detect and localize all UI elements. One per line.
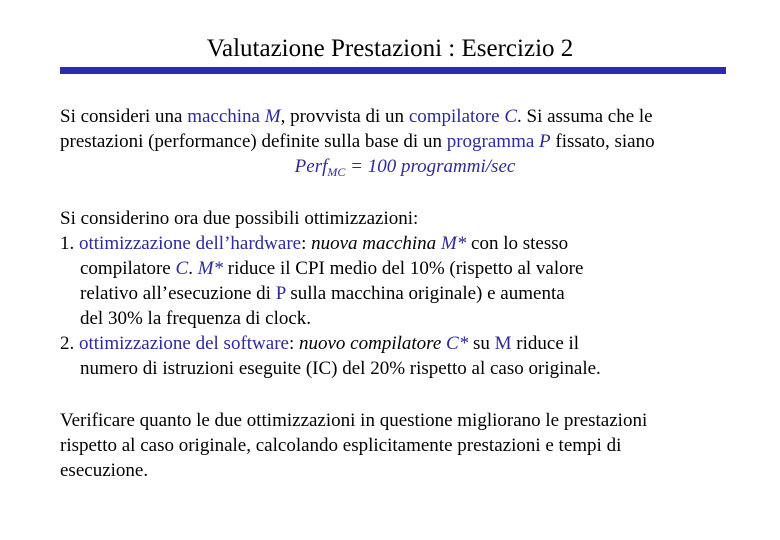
conclusion-line-3: esecuzione.: [60, 460, 149, 481]
perf-label: Perf: [294, 156, 328, 177]
option-text: riduce il CPI medio del 10% (rispetto al valore: [223, 258, 584, 279]
option-1-italic: nuova macchina: [311, 233, 441, 254]
option-text: compilatore: [80, 258, 176, 279]
option-text: su: [468, 333, 495, 354]
perf-formula: [60, 154, 740, 185]
option-text: relativo all’esecuzione di: [80, 283, 276, 304]
option-1-line-1: [60, 231, 740, 256]
options-paragraph: [60, 206, 740, 381]
machine-symbol: M: [264, 106, 281, 127]
intro-text: prestazioni (performance) definite sulla base di un: [60, 131, 447, 152]
compiler-term: compilatore: [408, 106, 505, 127]
option-text: :: [288, 333, 299, 354]
option-1-line-4: del 30% la frequenza di clock.: [80, 308, 312, 329]
machine-term: macchina: [187, 106, 265, 127]
options-intro: Si considerino ora due possibili ottimizzazioni:: [60, 208, 419, 229]
option-2-italic: nuovo compilatore: [299, 333, 447, 354]
option-2-line-2: numero di istruzioni eseguite (IC) del 20% rispetto al caso originale.: [80, 358, 601, 379]
program-term: programma: [446, 131, 540, 152]
option-1-title: ottimizzazione dell’hardware: [79, 233, 302, 254]
option-text: sulla macchina originale) e aumenta: [285, 283, 565, 304]
intro-line-1: [60, 104, 740, 129]
option-text: riduce il: [511, 333, 580, 354]
intro-text: . Si assuma che le: [517, 106, 653, 127]
compiler-symbol: C: [504, 106, 517, 127]
option-1-number: 1.: [60, 233, 79, 254]
slide-title: Valutazione Prestazioni : Esercizio 2: [206, 35, 574, 62]
option-text: :: [301, 233, 312, 254]
perf-subscript: MC: [327, 165, 346, 179]
option-1-line-3: [60, 281, 740, 306]
program-symbol: P: [539, 131, 551, 152]
compiler-star-symbol: C*: [446, 333, 469, 354]
conclusion-line-2: rispetto al caso originale, calcolando esplicitamente prestazioni e tempi di: [60, 435, 622, 456]
option-2-line-1: [60, 331, 740, 356]
conclusion-paragraph: [60, 408, 740, 483]
option-1-line-2: [60, 256, 740, 281]
option-2-number: 2.: [60, 333, 79, 354]
intro-text: , provvista di un: [280, 106, 409, 127]
compiler-symbol: C: [175, 258, 189, 279]
machine-star-symbol: M*: [197, 258, 224, 279]
program-symbol: P: [275, 283, 286, 304]
machine-star-symbol: M*: [440, 233, 467, 254]
intro-text: fissato, siano: [550, 131, 655, 152]
intro-paragraph: [60, 104, 740, 185]
option-2-title: ottimizzazione del software: [79, 333, 289, 354]
conclusion-line-1: Verificare quanto le due ottimizzazioni in questione migliorano le prestazioni: [60, 410, 648, 431]
option-text: .: [188, 258, 198, 279]
intro-line-2: [60, 129, 740, 154]
title-rule: [60, 67, 726, 74]
machine-symbol: M: [494, 333, 512, 354]
intro-text: Si consideri una: [60, 106, 188, 127]
perf-value: = 100 programmi/sec: [345, 156, 516, 177]
option-text: con lo stesso: [466, 233, 569, 254]
